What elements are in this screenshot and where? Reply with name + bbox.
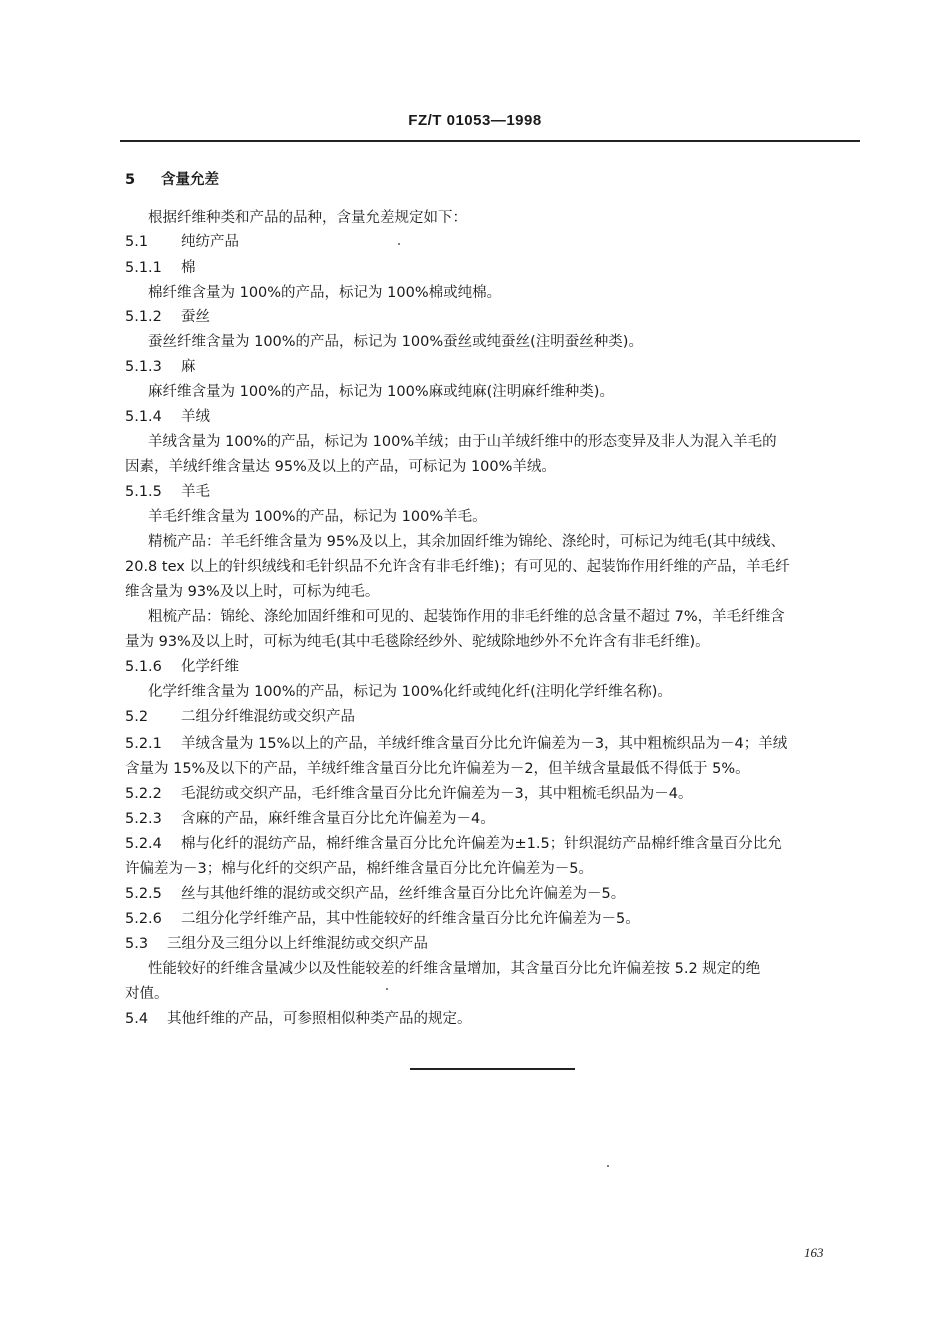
section-title: 纯纺产品 xyxy=(181,234,239,250)
paragraph-line: 二组分化学纤维产品，其中性能较好的纤维含量百分比允许偏差为－5。 xyxy=(181,911,640,927)
paragraph: 麻纤维含量为 100%的产品，标记为 100%麻或纯麻(注明麻纤维种类)。 xyxy=(148,384,614,400)
section-5-1-2-heading xyxy=(125,307,860,327)
scan-speck xyxy=(607,1165,609,1167)
section-number: 5 xyxy=(125,172,136,188)
section-5-1-4-heading xyxy=(125,407,860,427)
section-5-2-1 xyxy=(125,734,860,754)
paragraph-line: 毛混纺或交织产品，毛纤维含量百分比允许偏差为－3，其中粗梳毛织品为－4。 xyxy=(181,786,693,802)
section-5-2-2 xyxy=(125,784,860,804)
section-number: 5.2.2 xyxy=(125,786,162,802)
section-number: 5.1.4 xyxy=(125,409,162,425)
section-number: 5.3 xyxy=(125,936,149,952)
paragraph-line: 维含量为 93%及以上时，可标为纯毛。 xyxy=(125,584,380,600)
section-5-heading xyxy=(125,170,860,190)
paragraph-line: 其他纤维的产品，可参照相似种类产品的规定。 xyxy=(167,1011,472,1027)
section-title: 化学纤维 xyxy=(181,659,239,675)
section-number: 5.2.1 xyxy=(125,736,162,752)
section-5-intro: 根据纤维种类和产品的品种，含量允差规定如下： xyxy=(148,210,467,226)
paragraph-line: 许偏差为－3；棉与化纤的交织产品，棉纤维含量百分比允许偏差为－5。 xyxy=(125,861,593,877)
section-number: 5.2 xyxy=(125,709,149,725)
paragraph-line: 含量为 15%及以下的产品，羊绒纤维含量百分比允许偏差为－2，但羊绒含量最低不得低于 5%。 xyxy=(125,761,750,777)
standard-code-header: FZ/T 01053—1998 xyxy=(408,112,542,129)
section-title: 棉 xyxy=(181,260,196,276)
section-number: 5.4 xyxy=(125,1011,149,1027)
paragraph-line: 含麻的产品，麻纤维含量百分比允许偏差为－4。 xyxy=(181,811,495,827)
section-title: 蚕丝 xyxy=(181,309,210,325)
section-title: 羊毛 xyxy=(181,484,210,500)
section-5-2-6 xyxy=(125,909,860,929)
scan-speck xyxy=(386,988,388,990)
paragraph-line: 对值。 xyxy=(125,986,169,1002)
paragraph-line: 因素，羊绒纤维含量达 95%及以上的产品，可标记为 100%羊绒。 xyxy=(125,459,556,475)
section-number: 5.1.5 xyxy=(125,484,162,500)
section-5-2-3 xyxy=(125,809,860,829)
end-rule xyxy=(410,1068,575,1070)
section-number: 5.2.5 xyxy=(125,886,162,902)
section-5-2-heading xyxy=(125,707,860,727)
paragraph-line: 量为 93%及以上时，可标为纯毛(其中毛毯除经纱外、驼绒除地纱外不允许含有非毛纤维)。 xyxy=(125,634,710,650)
section-5-3-heading xyxy=(125,934,860,954)
section-number: 5.1.2 xyxy=(125,309,162,325)
section-title: 三组分及三组分以上纤维混纺或交织产品 xyxy=(167,936,428,952)
section-5-1-heading xyxy=(125,232,860,252)
section-number: 5.1 xyxy=(125,234,149,250)
section-title: 麻 xyxy=(181,359,196,375)
section-number: 5.2.3 xyxy=(125,811,162,827)
paragraph-line: 丝与其他纤维的混纺或交织产品，丝纤维含量百分比允许偏差为－5。 xyxy=(181,886,626,902)
section-title: 羊绒 xyxy=(181,409,210,425)
section-title: 二组分纤维混纺或交织产品 xyxy=(181,709,355,725)
section-5-2-4 xyxy=(125,834,860,854)
scan-speck xyxy=(398,243,400,245)
section-number: 5.1.3 xyxy=(125,359,162,375)
section-5-4 xyxy=(125,1009,860,1029)
section-number: 5.2.6 xyxy=(125,911,162,927)
paragraph-line: 棉与化纤的混纺产品，棉纤维含量百分比允许偏差为±1.5；针织混纺产品棉纤维含量百分比允 xyxy=(181,836,782,852)
header-rule xyxy=(120,140,860,142)
paragraph-line: 性能较好的纤维含量减少以及性能较差的纤维含量增加，其含量百分比允许偏差按 5.2 规定的绝 xyxy=(148,961,761,977)
paragraph-line: 精梳产品：羊毛纤维含量为 95%及以上，其余加固纤维为锦纶、涤纶时，可标记为纯毛(其中绒线、 xyxy=(148,534,785,550)
section-title: 含量允差 xyxy=(161,172,219,188)
section-5-1-1-heading xyxy=(125,258,860,278)
paragraph-line: 20.8 tex 以上的针织绒线和毛针织品不允许含有非毛纤维)；有可见的、起装饰作用纤维的产品，羊毛纤 xyxy=(125,559,790,575)
section-5-2-5 xyxy=(125,884,860,904)
paragraph-line: 羊绒含量为 100%的产品，标记为 100%羊绒；由于山羊绒纤维中的形态变异及非人为混入羊毛的 xyxy=(148,434,777,450)
section-5-1-3-heading xyxy=(125,357,860,377)
paragraph-line: 粗梳产品：锦纶、涤纶加固纤维和可见的、起装饰作用的非毛纤维的总含量不超过 7%，羊毛纤维含 xyxy=(148,609,785,625)
paragraph: 化学纤维含量为 100%的产品，标记为 100%化纤或纯化纤(注明化学纤维名称)。 xyxy=(148,684,672,700)
section-5-1-5-heading xyxy=(125,482,860,502)
section-number: 5.1.6 xyxy=(125,659,162,675)
page-number: 163 xyxy=(804,1245,824,1260)
section-5-1-6-heading xyxy=(125,657,860,677)
paragraph: 棉纤维含量为 100%的产品，标记为 100%棉或纯棉。 xyxy=(148,285,502,301)
section-number: 5.1.1 xyxy=(125,260,162,276)
paragraph-line: 羊绒含量为 15%以上的产品，羊绒纤维含量百分比允许偏差为－3，其中粗梳织品为－4；羊绒 xyxy=(181,736,788,752)
paragraph: 羊毛纤维含量为 100%的产品，标记为 100%羊毛。 xyxy=(148,509,487,525)
paragraph: 蚕丝纤维含量为 100%的产品，标记为 100%蚕丝或纯蚕丝(注明蚕丝种类)。 xyxy=(148,334,643,350)
section-number: 5.2.4 xyxy=(125,836,162,852)
